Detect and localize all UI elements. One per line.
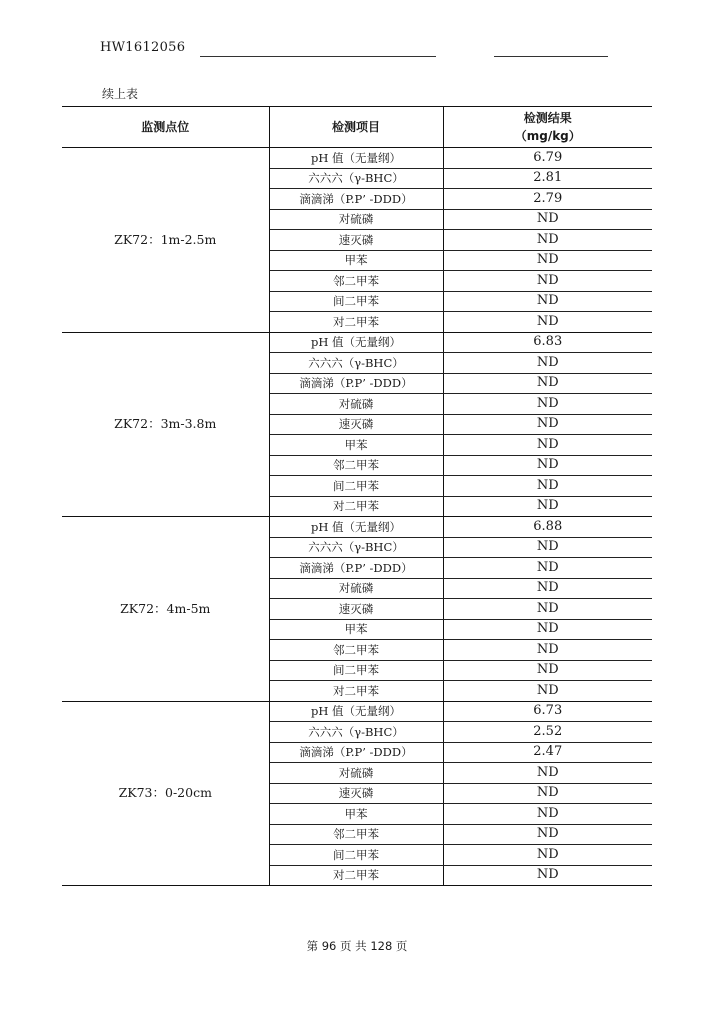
test-item: 间二甲苯 bbox=[269, 660, 443, 681]
test-result: ND bbox=[443, 599, 652, 620]
test-result: 6.79 bbox=[443, 148, 652, 169]
test-result: ND bbox=[443, 558, 652, 579]
test-item: 邻二甲苯 bbox=[269, 455, 443, 476]
test-item: 甲苯 bbox=[269, 435, 443, 456]
test-item: 对硫磷 bbox=[269, 578, 443, 599]
test-item: 对二甲苯 bbox=[269, 312, 443, 333]
test-item: 甲苯 bbox=[269, 804, 443, 825]
test-result: ND bbox=[443, 578, 652, 599]
test-result: ND bbox=[443, 845, 652, 866]
test-result: ND bbox=[443, 435, 652, 456]
results-table bbox=[62, 106, 652, 886]
test-item: pH 值（无量纲） bbox=[269, 517, 443, 538]
test-item: 对二甲苯 bbox=[269, 681, 443, 702]
page-number: 第 96 页 共 128 页 bbox=[306, 939, 408, 953]
test-result: 6.88 bbox=[443, 517, 652, 538]
test-result: 2.47 bbox=[443, 742, 652, 763]
table-row bbox=[62, 701, 652, 722]
monitoring-location: ZK72：1m-2.5m bbox=[62, 148, 269, 333]
test-item: 对硫磷 bbox=[269, 394, 443, 415]
test-result: 6.73 bbox=[443, 701, 652, 722]
test-item: 间二甲苯 bbox=[269, 845, 443, 866]
test-item: pH 值（无量纲） bbox=[269, 701, 443, 722]
test-result: 2.52 bbox=[443, 722, 652, 743]
test-item: 滴滴涕（P.P’ -DDD） bbox=[269, 742, 443, 763]
test-result: 2.79 bbox=[443, 189, 652, 210]
column-header-item: 检测项目 bbox=[269, 107, 443, 148]
test-item: 甲苯 bbox=[269, 250, 443, 271]
test-result: ND bbox=[443, 660, 652, 681]
test-item: 间二甲苯 bbox=[269, 291, 443, 312]
test-item: 邻二甲苯 bbox=[269, 824, 443, 845]
test-result: 2.81 bbox=[443, 168, 652, 189]
test-result: ND bbox=[443, 209, 652, 230]
test-item: 速灭磷 bbox=[269, 414, 443, 435]
test-item: pH 值（无量纲） bbox=[269, 332, 443, 353]
test-item: 滴滴涕（P.P’ -DDD） bbox=[269, 189, 443, 210]
monitoring-location: ZK72：3m-3.8m bbox=[62, 332, 269, 517]
test-item: 对硫磷 bbox=[269, 763, 443, 784]
test-item: 滴滴涕（P.P’ -DDD） bbox=[269, 558, 443, 579]
test-result: ND bbox=[443, 230, 652, 251]
test-result: ND bbox=[443, 496, 652, 517]
test-result: ND bbox=[443, 455, 652, 476]
test-result: ND bbox=[443, 824, 652, 845]
test-result: ND bbox=[443, 414, 652, 435]
test-item: 间二甲苯 bbox=[269, 476, 443, 497]
monitoring-location: ZK72：4m-5m bbox=[62, 517, 269, 702]
test-result: ND bbox=[443, 619, 652, 640]
test-result: ND bbox=[443, 250, 652, 271]
test-item: 速灭磷 bbox=[269, 599, 443, 620]
column-header-location: 监测点位 bbox=[62, 107, 269, 148]
test-result: ND bbox=[443, 373, 652, 394]
monitoring-location: ZK73：0-20cm bbox=[62, 701, 269, 886]
test-item: 对二甲苯 bbox=[269, 865, 443, 886]
test-item: 甲苯 bbox=[269, 619, 443, 640]
test-item: 六六六（γ-BHC） bbox=[269, 168, 443, 189]
test-result: ND bbox=[443, 763, 652, 784]
test-result: ND bbox=[443, 865, 652, 886]
test-result: ND bbox=[443, 394, 652, 415]
test-result: ND bbox=[443, 783, 652, 804]
table-row bbox=[62, 517, 652, 538]
document-id: HW1612056 bbox=[100, 40, 186, 55]
test-result: ND bbox=[443, 312, 652, 333]
test-result: ND bbox=[443, 804, 652, 825]
column-header-result: 检测结果 （mg/kg） bbox=[443, 107, 652, 148]
test-item: 速灭磷 bbox=[269, 783, 443, 804]
header-rule-left bbox=[200, 56, 436, 57]
table-row bbox=[62, 332, 652, 353]
table-body bbox=[62, 148, 652, 886]
test-result: ND bbox=[443, 681, 652, 702]
test-result: ND bbox=[443, 537, 652, 558]
test-item: pH 值（无量纲） bbox=[269, 148, 443, 169]
test-item: 对二甲苯 bbox=[269, 496, 443, 517]
test-result: ND bbox=[443, 271, 652, 292]
table-header-row bbox=[62, 107, 652, 148]
continued-label: 续上表 bbox=[102, 87, 139, 101]
test-item: 对硫磷 bbox=[269, 209, 443, 230]
test-item: 六六六（γ-BHC） bbox=[269, 353, 443, 374]
test-result: ND bbox=[443, 291, 652, 312]
test-result: 6.83 bbox=[443, 332, 652, 353]
test-item: 速灭磷 bbox=[269, 230, 443, 251]
test-item: 六六六（γ-BHC） bbox=[269, 537, 443, 558]
test-item: 滴滴涕（P.P’ -DDD） bbox=[269, 373, 443, 394]
test-item: 邻二甲苯 bbox=[269, 640, 443, 661]
test-item: 邻二甲苯 bbox=[269, 271, 443, 292]
test-result: ND bbox=[443, 640, 652, 661]
header-rule-right bbox=[494, 56, 608, 57]
test-result: ND bbox=[443, 353, 652, 374]
table-row bbox=[62, 148, 652, 169]
test-result: ND bbox=[443, 476, 652, 497]
test-item: 六六六（γ-BHC） bbox=[269, 722, 443, 743]
